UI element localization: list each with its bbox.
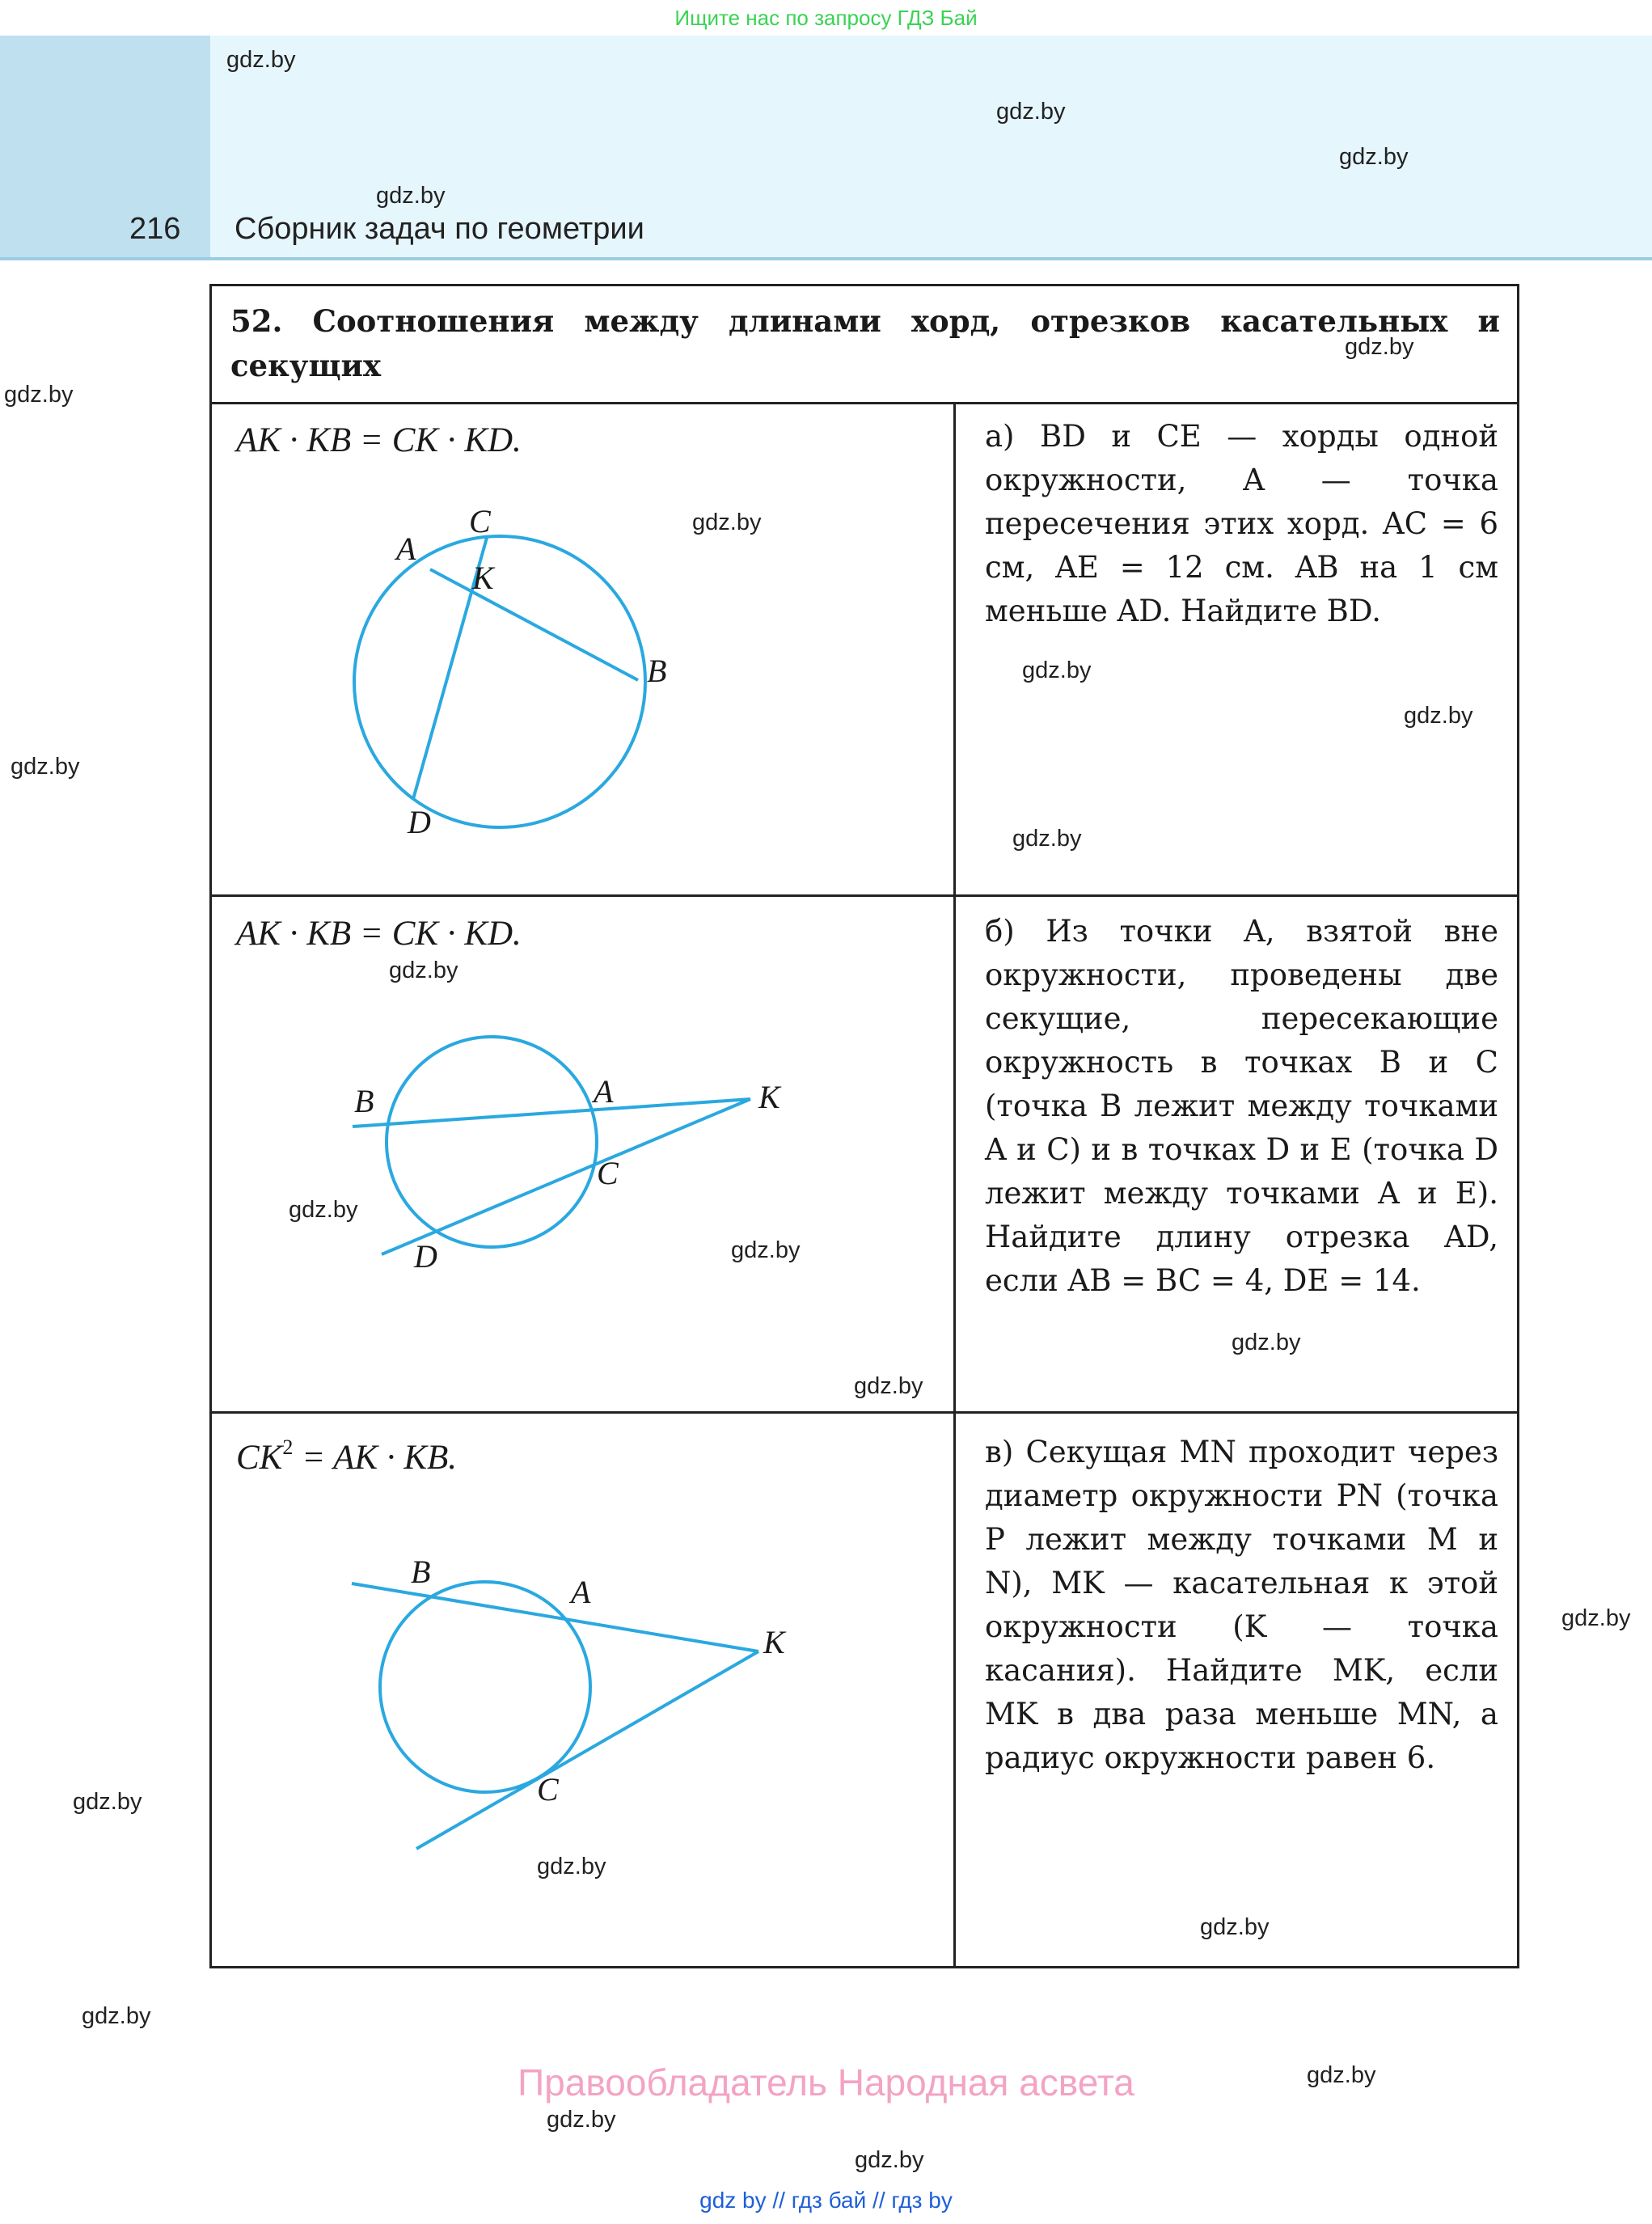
formula-row-3: $CK^2$ = AK · KB. (236, 1435, 458, 1477)
point-label-d: D (414, 1238, 437, 1275)
circle (387, 1037, 597, 1247)
watermark: gdz.by (1339, 144, 1409, 170)
watermark: gdz.by (1022, 657, 1092, 683)
watermark: gdz.by (1307, 2062, 1376, 2088)
watermark: gdz.by (73, 1789, 142, 1815)
page-number: 216 (129, 212, 181, 246)
watermark: gdz.by (226, 47, 296, 73)
watermark: gdz.by (1200, 1914, 1270, 1940)
table-divider (209, 894, 1519, 897)
watermark: gdz.by (692, 509, 762, 535)
watermark: gdz.by (1232, 1330, 1301, 1355)
watermark: gdz.by (4, 382, 74, 408)
point-label-d: D (408, 804, 431, 840)
point-label-a: A (594, 1073, 614, 1110)
book-title: Сборник задач по геометрии (234, 212, 644, 246)
point-label-k: K (472, 560, 494, 596)
watermark: gdz.by (854, 1373, 923, 1399)
watermark: gdz.by (376, 183, 446, 209)
table-divider (209, 402, 1519, 404)
watermark: gdz.by (731, 1237, 801, 1263)
circle (380, 1582, 590, 1792)
circle (354, 536, 645, 827)
watermark: gdz.by (537, 1854, 606, 1879)
point-label-b: B (647, 653, 667, 689)
secant-b-k (353, 1099, 750, 1127)
watermark: gdz.by (11, 754, 80, 780)
point-label-c: C (537, 1771, 559, 1808)
problem-a: а) BD и CE — хорды одной окружности, A — точка пересечения этих хорд. AC = 6 см, AE = 12 см. AB на 1 см меньше AD. Найдите BD. (985, 419, 1498, 628)
watermark: gdz.by (1561, 1605, 1631, 1631)
figure-tangent-secant (323, 1528, 825, 1868)
watermark: gdz.by (1012, 826, 1082, 852)
watermark: gdz.by (82, 2003, 151, 2029)
watermark: gdz.by (1404, 703, 1473, 729)
point-label-k: K (763, 1624, 785, 1660)
search-banner: Ищите нас по запросу ГДЗ Бай (674, 6, 978, 30)
table-divider (209, 1411, 1519, 1414)
watermark: gdz.by (389, 958, 458, 983)
point-label-c: C (597, 1155, 619, 1191)
figure-intersecting-chords (307, 485, 792, 857)
formula-row-2: AK · KB = CK · KD. (236, 915, 522, 953)
watermark: gdz.by (289, 1197, 358, 1223)
point-label-c: C (469, 503, 491, 539)
point-label-b: B (354, 1083, 374, 1119)
section-title: 52. Соотношения между длинами хорд, отрезков касательных и секущих (230, 303, 1500, 383)
problem-b: б) Из точки A, взятой вне окружности, проведены две секущие, пересекающие окружность в точках B и C (точка B лежит между точками A и C) и в точках D и E (точка D лежит между точками A и E). Найдите длину отрезка AD, если AB = BC = 4, DE = 14. (985, 914, 1498, 1298)
problem-c: в) Секущая MN проходит через диаметр окружности PN (точка P лежит между точками M и N), MK — касательная к этой окружности (K — точка касания). Найдите MK, если MK в два раза меньше MN, а радиус окружности равен 6. (985, 1435, 1498, 1775)
figure-two-secants (323, 1019, 825, 1294)
watermark: gdz.by (1345, 334, 1414, 360)
table-column-divider (953, 402, 956, 1968)
watermark: gdz.by (547, 2107, 616, 2133)
point-label-a: A (571, 1574, 591, 1610)
watermark: gdz.by (855, 2147, 924, 2173)
secant-b-k (352, 1583, 758, 1651)
footer-links[interactable]: gdz by // гдз бай // гдз by (699, 2188, 953, 2213)
point-label-a: A (396, 531, 416, 567)
watermark: gdz.by (996, 99, 1066, 125)
formula-row-1: AK · KB = CK · KD. (236, 421, 522, 459)
point-label-k: K (758, 1079, 780, 1115)
header-divider (0, 257, 1652, 260)
copyright-notice: Правообладатель Народная асвета (518, 2061, 1134, 2103)
secant-d-k (382, 1099, 750, 1254)
point-label-b: B (411, 1554, 431, 1590)
tangent-c-k (416, 1651, 758, 1849)
